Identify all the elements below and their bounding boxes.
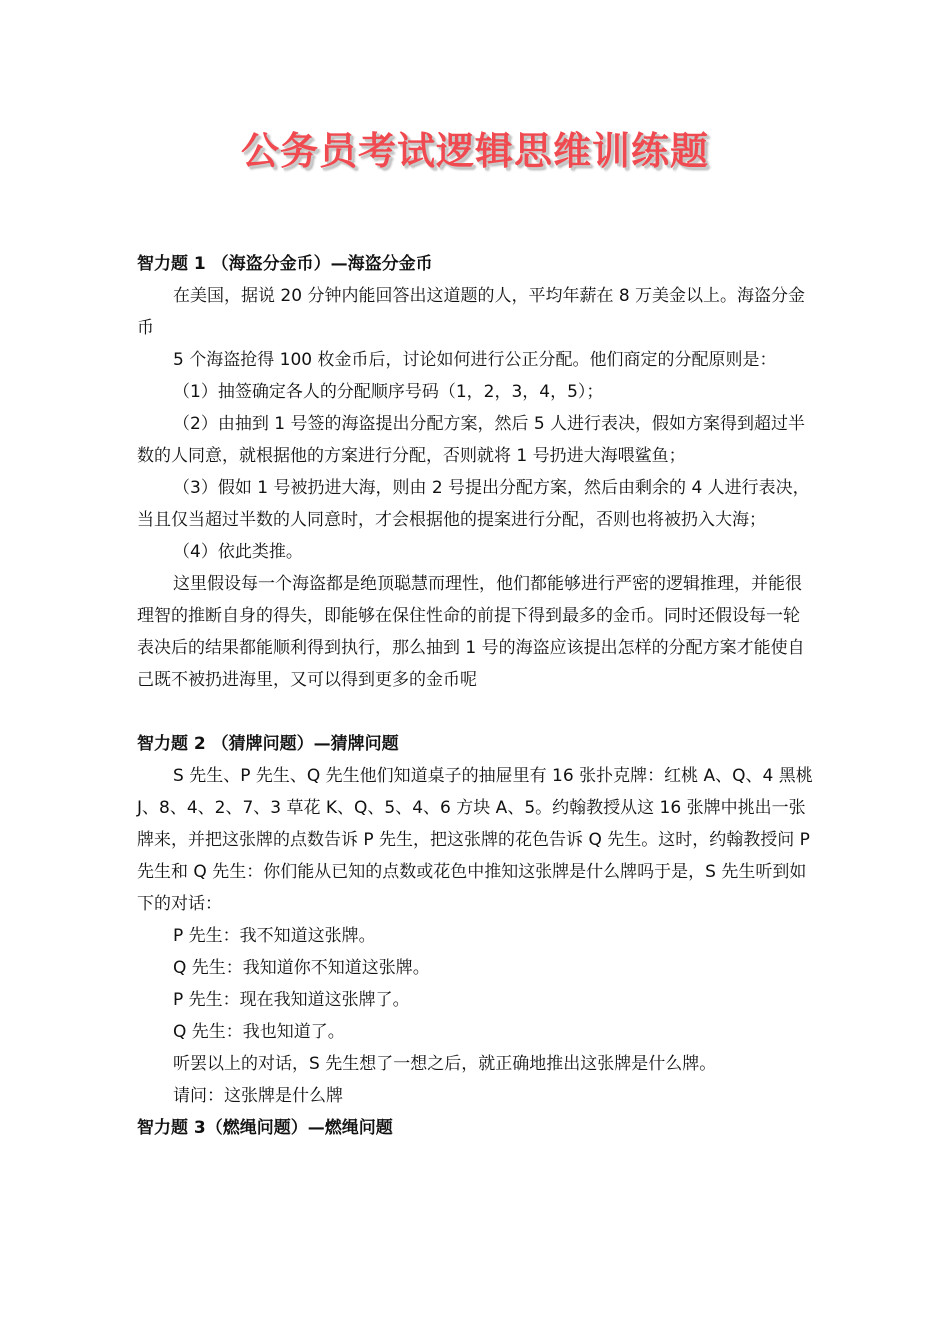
q2-ask: 请问：这张牌是什么牌 [173,1086,343,1106]
document-body [137,248,813,1144]
q2-after: 听罢以上的对话，S 先生想了一想之后，就正确地推出这张牌是什么牌。 [173,1054,717,1074]
section-spacer [137,696,813,728]
q1-intro: 在美国，据说 20 分钟内能回答出这道题的人，平均年薪在 8 万美金以上。海盗分金币 [137,286,806,338]
document-title: 公务员考试逻辑思维训练题 [240,129,709,173]
q1-heading: 智力题 1 （海盗分金币）—海盗分金币 [137,254,433,274]
q2-dialogue-2: Q 先生：我知道你不知道这张牌。 [173,958,430,978]
q1-rule-2: （2）由抽到 1 号签的海盗提出分配方案，然后 5 人进行表决，假如方案得到超过半数的人同意，就根据他的方案进行分配，否则就将 1 号扔进大海喂鲨鱼； [137,414,806,466]
q2-dialogue-3: P 先生：现在我知道这张牌了。 [173,990,410,1010]
q2-dialogue-1: P 先生：我不知道这张牌。 [173,926,376,946]
q2-dialogue-4: Q 先生：我也知道了。 [173,1022,345,1042]
q1-rule-4: （4）依此类推。 [173,542,303,562]
q1-question: 这里假设每一个海盗都是绝顶聪慧而理性，他们都能够进行严密的逻辑推理，并能很理智的推断自身的得失，即能够在保住性命的前提下得到最多的金币。同时还假设每一轮表决后的结果都能顺利得到执行，那么抽到 1 号的海盗应该提出怎样的分配方案才能使自己既不被扔进海里，又可以得到更多的金币呢 [137,574,805,690]
q1-setup: 5 个海盗抢得 100 枚金币后，讨论如何进行公正分配。他们商定的分配原则是： [173,350,777,370]
q1-rule-3: （3）假如 1 号被扔进大海，则由 2 号提出分配方案，然后由剩余的 4 人进行表决，当且仅当超过半数的人同意时，才会根据他的提案进行分配，否则也将被扔入大海； [137,478,810,530]
q1-rule-1: （1）抽签确定各人的分配顺序号码（1，2，3，4，5）； [173,382,604,402]
q2-intro: S 先生、P 先生、Q 先生他们知道桌子的抽屉里有 16 张扑克牌：红桃 A、Q、4 黑桃 J、8、4、2、7、3 草花 K、Q、5、4、6 方块 A、5。约翰教授从这 16 张牌中挑出一张牌来，并把这张牌的点数告诉 P 先生，把这张牌的花色告诉 Q 先生。这时，约翰教授问 P 先生和 Q 先生：你们能从已知的点数或花色中推知这张牌是什么牌吗于是，S 先生听到如下的对话： [137,766,813,914]
q2-heading: 智力题 2 （猜牌问题）—猜牌问题 [137,734,399,754]
q3-heading: 智力题 3（燃绳问题）—燃绳问题 [137,1118,393,1138]
